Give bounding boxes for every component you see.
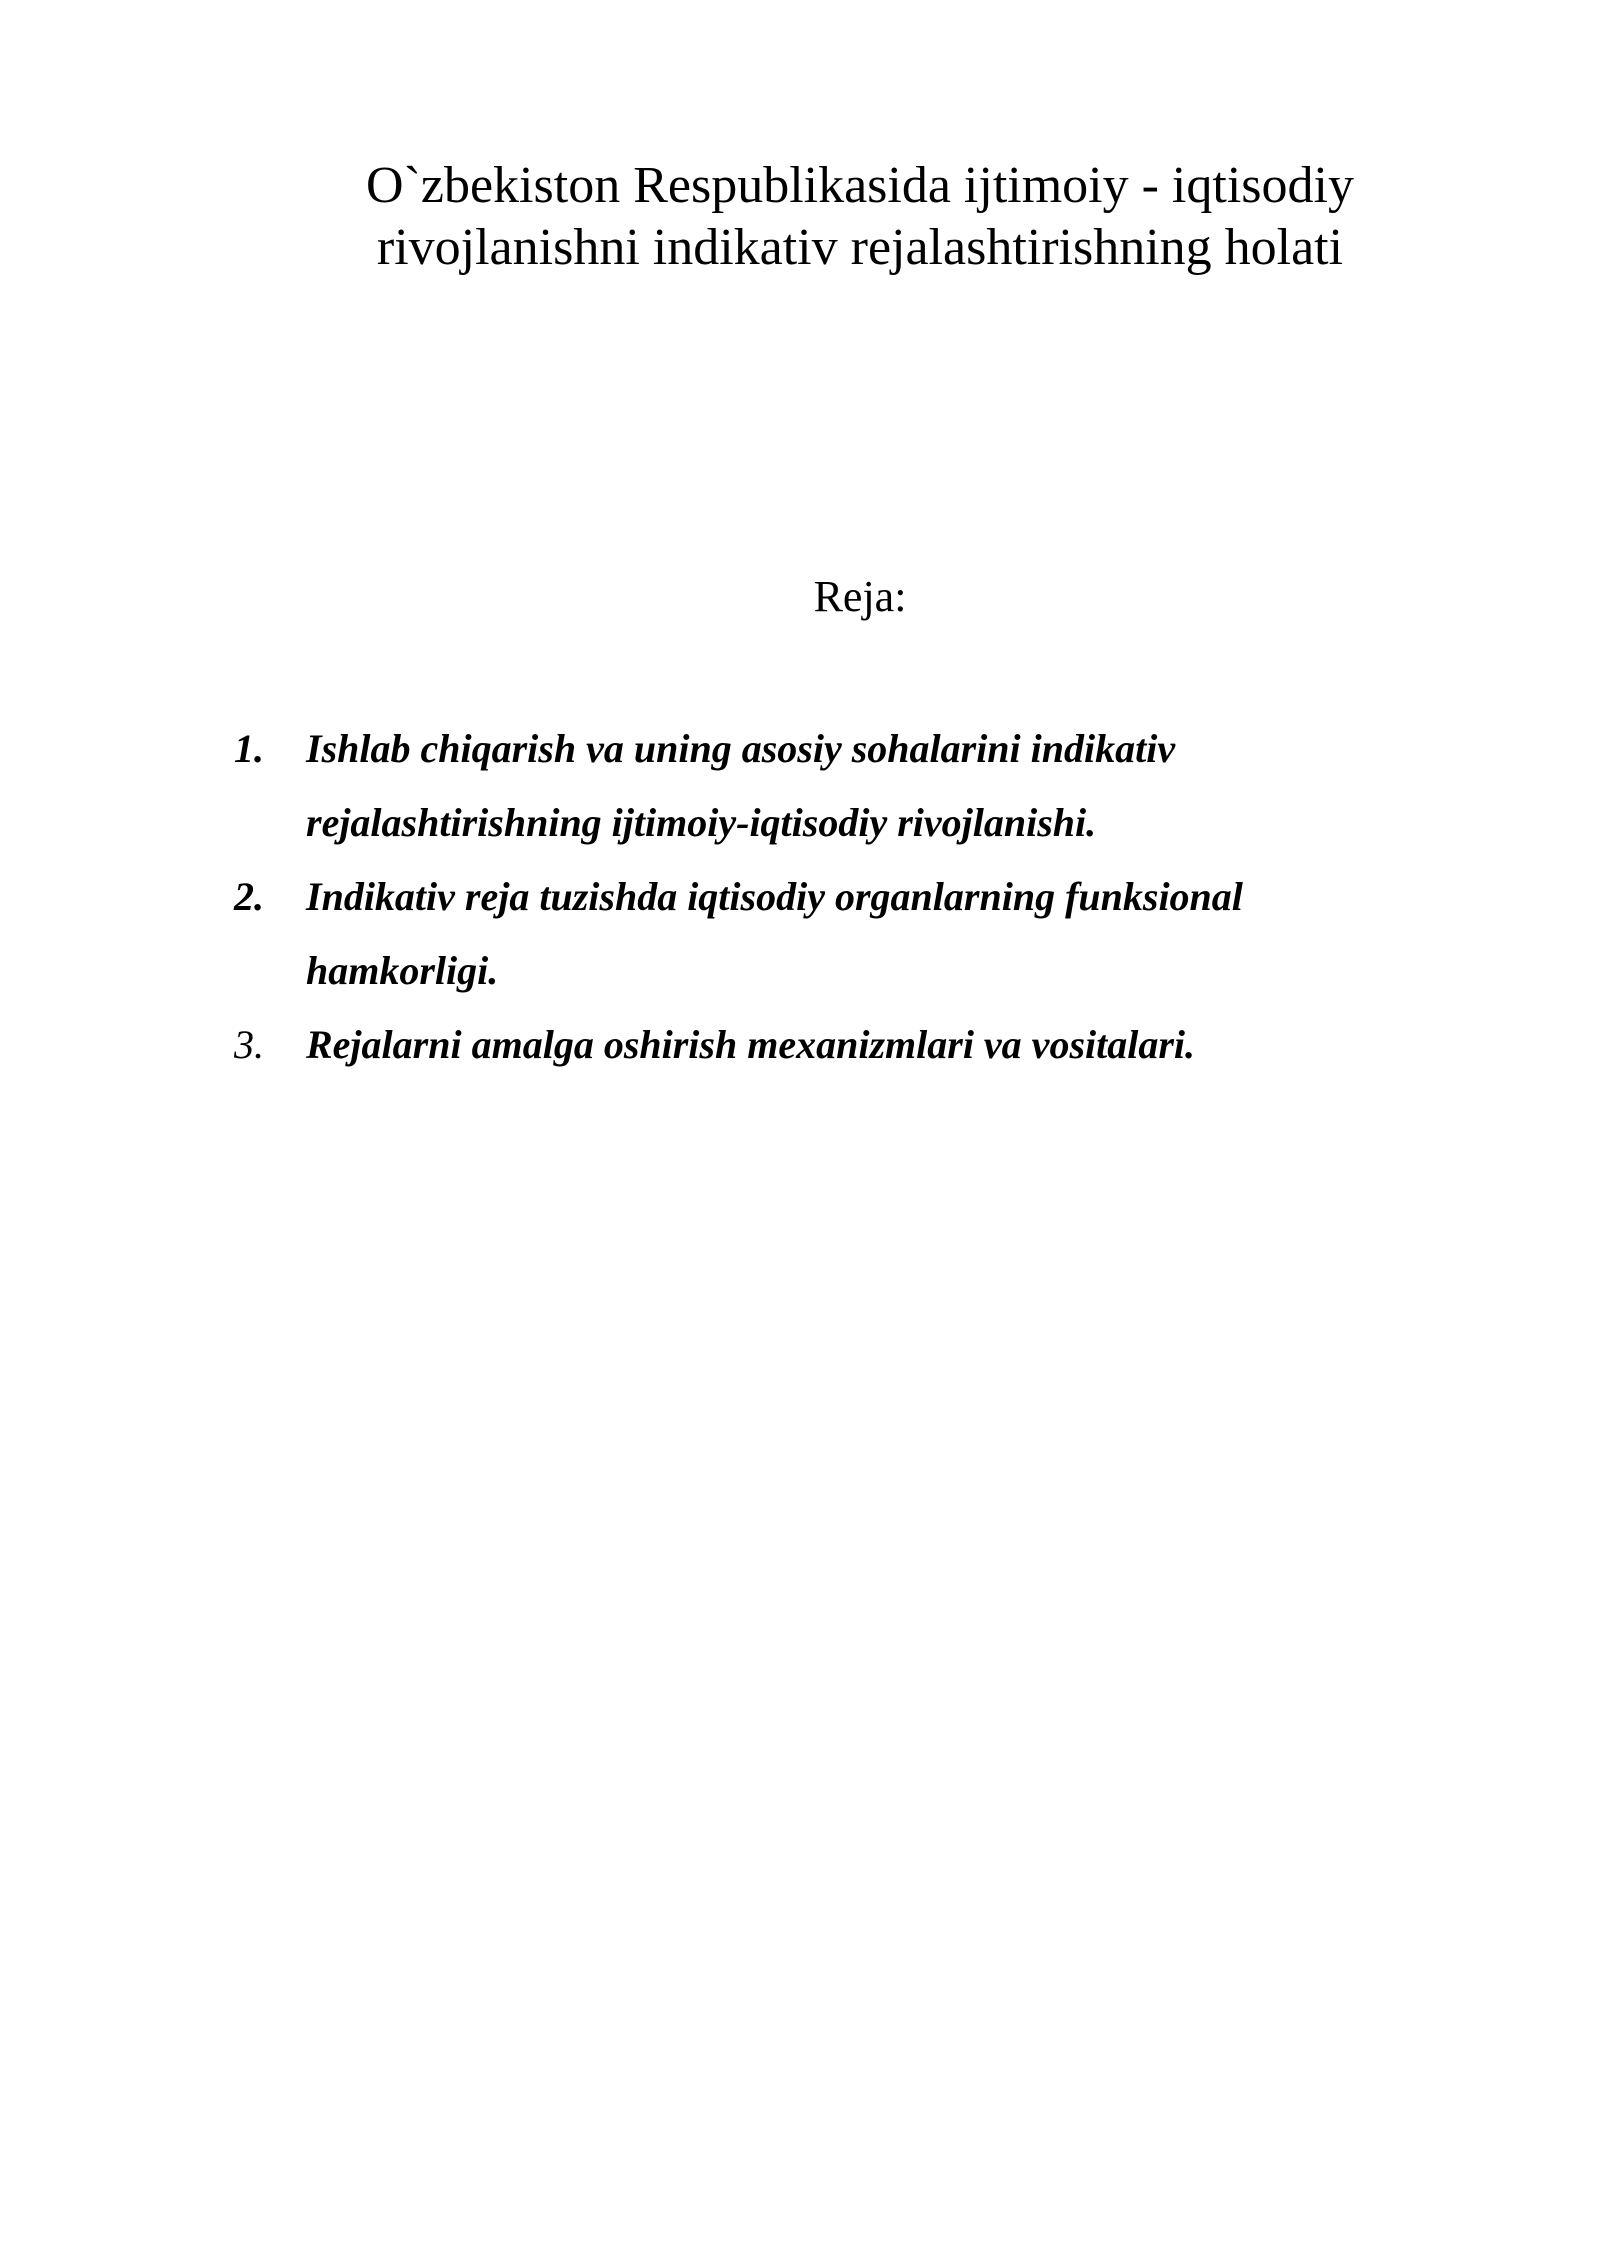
plan-item-text-line: Ishlab chiqarish va uning asosiy sohalarini indikativ — [306, 726, 1176, 771]
plan-item — [234, 1008, 1434, 1082]
plan-item-text-line: hamkorligi. — [306, 948, 499, 993]
plan-item-text-line: Indikativ reja tuzishda iqtisodiy organlarning funksional — [306, 874, 1243, 919]
plan-item-number: 3. — [234, 1022, 264, 1067]
plan-item-number: 1. — [234, 726, 264, 771]
plan-item-text-line: Rejalarni amalga oshirish mexanizmlari va vositalari. — [306, 1022, 1196, 1067]
plan-item — [234, 860, 1434, 1008]
document-title — [280, 155, 1440, 279]
document-title-line: O`zbekiston Respublikasida ijtimoiy - iqtisodiy — [366, 157, 1354, 214]
plan-heading: Reja: — [813, 572, 907, 621]
plan-list — [234, 712, 1434, 1082]
plan-item-text-line: rejalashtirishning ijtimoiy-iqtisodiy rivojlanishi. — [306, 800, 1097, 845]
document-title-line: rivojlanishni indikativ rejalashtirishning holati — [376, 219, 1344, 276]
plan-item-number: 2. — [234, 874, 264, 919]
plan-item — [234, 712, 1434, 860]
